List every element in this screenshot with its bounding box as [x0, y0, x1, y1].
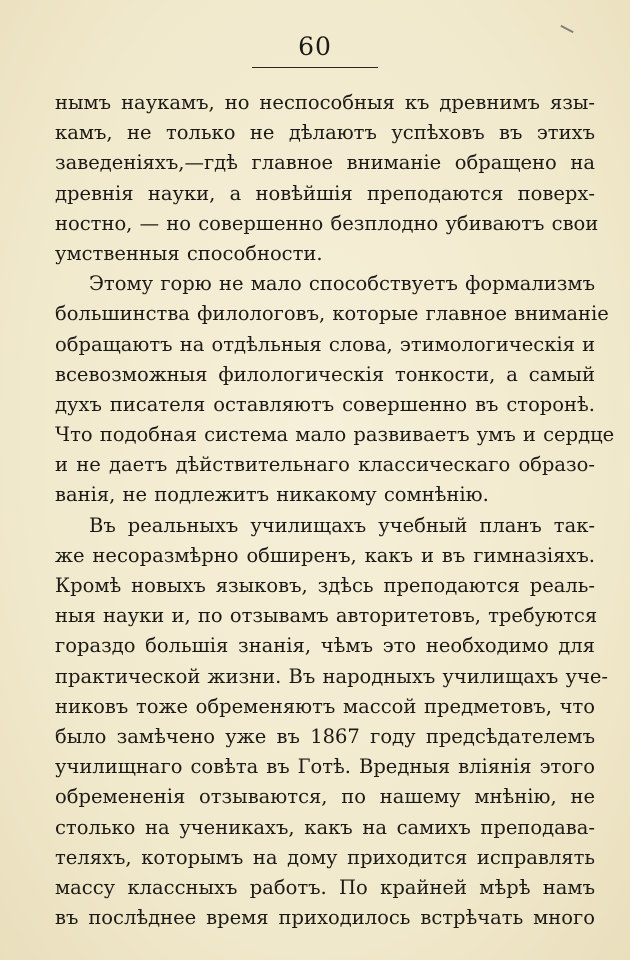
header-rule — [252, 67, 378, 68]
body-text — [55, 88, 615, 933]
text-line: ностно, — но совершенно безплодно убиваютъ свои — [55, 211, 599, 235]
text-line: Въ реальныхъ училищахъ учебный планъ так- — [89, 513, 595, 537]
text-line: обремененія отзываются, по нашему мнѣнію, не — [55, 785, 595, 809]
text-line: никовъ тоже обременяютъ массой предметовъ, что — [55, 694, 595, 718]
text-line: въ послѣднее время приходилось встрѣчать много — [55, 906, 595, 930]
text-line: ныя науки и, по отзывамъ авторитетовъ, требуются — [55, 604, 598, 628]
text-line: теляхъ, которымъ на дому приходится исправлять — [55, 845, 595, 869]
page-number: 60 — [298, 32, 332, 61]
text-line: столько на ученикахъ, какъ на самихъ преподава- — [55, 815, 595, 839]
text-line: древнія науки, а новѣйшія преподаются поверх- — [55, 181, 595, 205]
text-line: нымъ наукамъ, но неспособныя къ древнимъ язы- — [55, 91, 595, 114]
text-line: Этому горю не мало способствуетъ формализмъ — [89, 272, 595, 296]
text-line: ванія, не подлежитъ никакому сомнѣнію. — [55, 483, 489, 507]
text-line: и не даетъ дѣйствительнаго классическаго образо- — [55, 453, 595, 477]
text-line: камъ, не только не дѣлаютъ успѣховъ въ этихъ — [55, 121, 595, 145]
text-line: всевозможныя филологическія тонкости, а самый — [55, 362, 595, 386]
text-line: духъ писателя оставляютъ совершенно въ сторонѣ. — [55, 392, 595, 416]
text-line: было замѣчено уже въ 1867 году предсѣдателемъ — [55, 724, 595, 748]
text-line: умственныя способности. — [55, 241, 323, 265]
text-line: массу классныхъ работъ. По крайней мѣрѣ намъ — [55, 875, 595, 899]
text-line: Кромѣ новыхъ языковъ, здѣсь преподаются реаль- — [55, 574, 595, 597]
text-line: Что подобная система мало развиваетъ умъ и сердце — [55, 423, 615, 447]
text-line: же несоразмѣрно обширенъ, какъ и въ гимназіяхъ. — [55, 543, 595, 567]
text-line: заведеніяхъ,—гдѣ главное вниманіе обращено на — [55, 151, 595, 175]
text-line: училищнаго совѣта въ Готѣ. Вредныя вліянія этого — [55, 755, 595, 779]
text-line: обращаютъ на отдѣльныя слова, этимологическія и — [55, 332, 596, 356]
text-line: гораздо большія знанія, чѣмъ это необходимо для — [55, 634, 595, 658]
text-line: практической жизни. Въ народныхъ училищахъ уче- — [55, 664, 609, 688]
text-line: большинства филологовъ, которые главное вниманіе — [55, 302, 609, 326]
